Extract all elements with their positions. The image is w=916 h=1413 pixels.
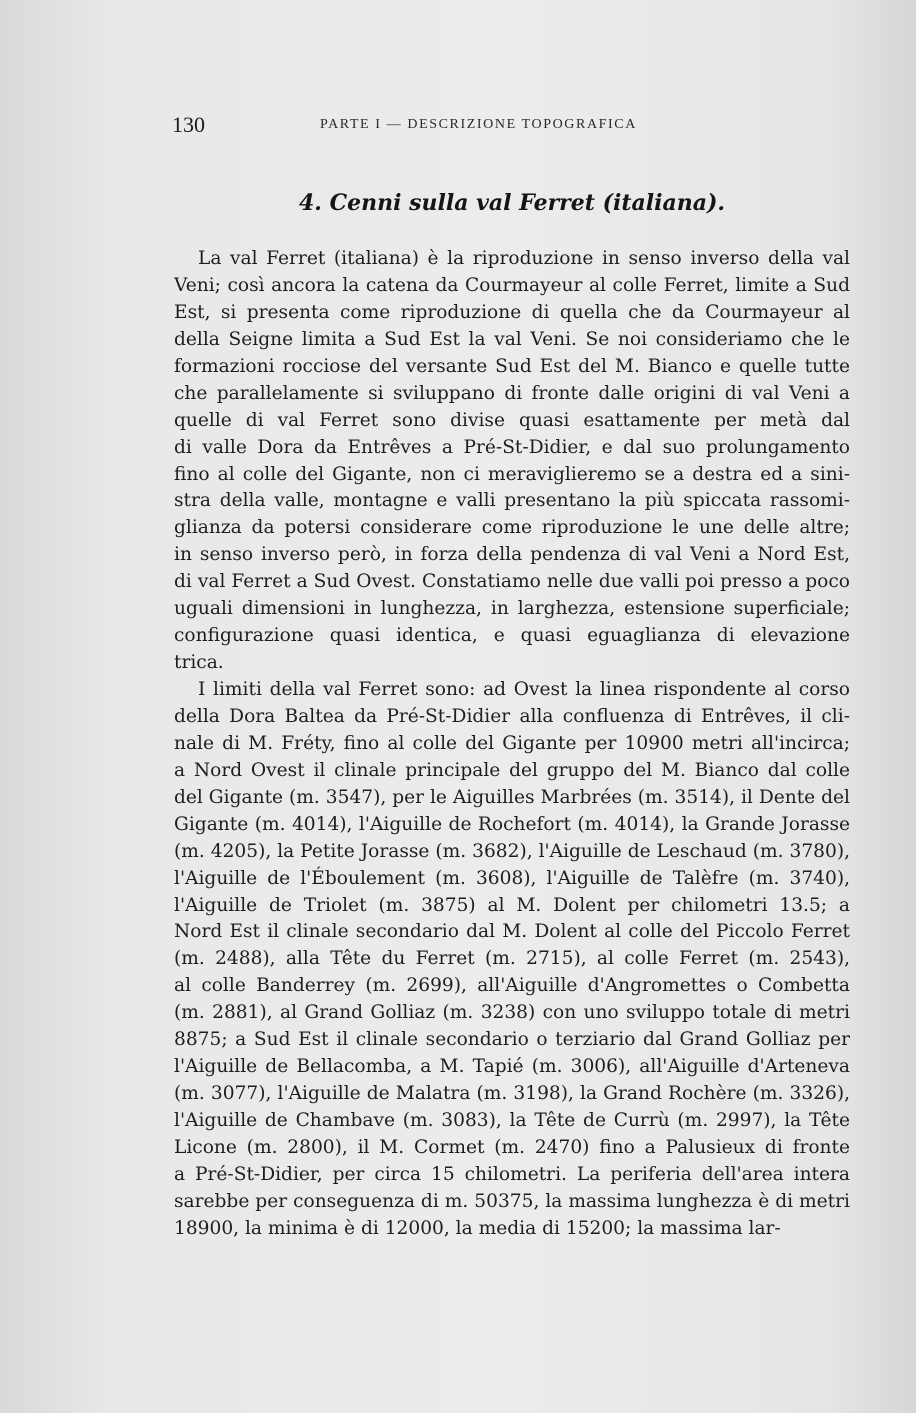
text-line: l'Aiguille de Chambave (m. 3083), la Tête de Currù (m. 2997), la Tête [174,1110,850,1131]
text-line: di valle Dora da Entrêves a Pré-St-Didier, e dal suo prolungamento [174,436,850,458]
text-line: della Seigne limita a Sud Est la val Veni. Se noi consideriamo che le [174,328,850,350]
text-line: nale di M. Fréty, fino al colle del Gigante per 10900 metri all'incirca; [174,732,850,754]
text-line: in senso inverso però, in forza della pendenza di val Veni a Nord Est, [174,544,850,566]
text-line: configurazione quasi identica, e quasi eguaglianza di elevazione [174,625,850,647]
page-number: 130 [172,112,205,137]
text-line: di val Ferret a Sud Ovest. Constatiamo nelle due valli poi presso a poco [174,571,850,593]
text-line: a Pré-St-Didier, per circa 15 chilometri. La periferia dell'area intera [174,1163,850,1185]
text-line: l'Aiguille de l'Éboulement (m. 3608), l'Aiguille de Talèfre (m. 3740), [174,867,850,889]
text-line: Veni; così ancora la catena da Courmayeur al colle Ferret, limite a Sud [174,274,850,296]
text-line: l'Aiguille de Triolet (m. 3875) al M. Dolent per chilometri 13.5; a [174,894,850,916]
section-title: 4. Cenni sulla val Ferret (italiana). [298,190,726,216]
text-line: Licone (m. 2800), il M. Cormet (m. 2470) fino a Palusieux di fronte [174,1136,850,1158]
text-line: sarebbe per conseguenza di m. 50375, la massima lunghezza è di metri [174,1190,850,1212]
text-line: glianza da potersi considerare come riproduzione le une delle altre; [174,517,850,539]
text-line: al colle Banderrey (m. 2699), all'Aiguille d'Angromettes o Combetta [174,975,850,997]
text-line: che parallelamente si sviluppano di fronte dalle origini di val Veni a [174,382,850,404]
body-text [174,246,850,1243]
page-header [172,112,852,142]
text-line: formazioni rocciose del versante Sud Est del M. Bianco e quelle tutte [174,355,850,377]
paragraph [174,677,850,1243]
text-line: La val Ferret (italiana) è la riproduzione in senso inverso della val [198,248,850,269]
text-line: (m. 3077), l'Aiguille de Malatra (m. 3198), la Grand Rochère (m. 3326), [174,1083,850,1105]
text-line: della Dora Baltea da Pré-St-Didier alla confluenza di Entrêves, il cli- [174,705,850,727]
text-line: I limiti della val Ferret sono: ad Ovest la linea rispondente al corso [198,679,850,700]
text-line: a Nord Ovest il clinale principale del gruppo del M. Bianco dal colle [174,759,850,781]
text-line: (m. 2488), alla Tête du Ferret (m. 2715), al colle Ferret (m. 2543), [174,948,850,970]
text-line: Est, si presenta come riproduzione di quella che da Courmayeur al [174,301,850,323]
text-line: Gigante (m. 4014), l'Aiguille de Rochefort (m. 4014), la Grande Jorasse [174,813,850,835]
text-line: trica. [174,652,224,674]
text-line: 8875; a Sud Est il clinale secondario o terziario dal Grand Golliaz per [174,1029,850,1051]
text-line: fino al colle del Gigante, non ci meraviglieremo se a destra ed a sini- [174,463,850,485]
text-line: (m. 2881), al Grand Golliaz (m. 3238) con uno sviluppo totale di metri [174,1002,850,1024]
text-line: (m. 4205), la Petite Jorasse (m. 3682), l'Aiguille de Leschaud (m. 3780), [174,840,850,862]
text-line: uguali dimensioni in lunghezza, in larghezza, estensione superficiale; [174,598,850,620]
running-head: PARTE I — DESCRIZIONE TOPOGRAFICA [320,117,637,132]
text-line: 18900, la minima è di 12000, la media di 15200; la massima lar- [174,1217,781,1239]
text-line: l'Aiguille de Bellacomba, a M. Tapié (m. 3006), all'Aiguille d'Arteneva [174,1056,850,1078]
text-line: del Gigante (m. 3547), per le Aiguilles Marbrées (m. 3514), il Dente del [174,786,850,808]
text-line: stra della valle, montagne e valli presentano la più spiccata rassomi- [174,490,850,512]
text-line: Nord Est il clinale secondario dal M. Dolent al colle del Piccolo Ferret [174,921,850,943]
text-line: quelle di val Ferret sono divise quasi esattamente per metà dal [174,409,850,431]
paragraph [174,246,850,677]
